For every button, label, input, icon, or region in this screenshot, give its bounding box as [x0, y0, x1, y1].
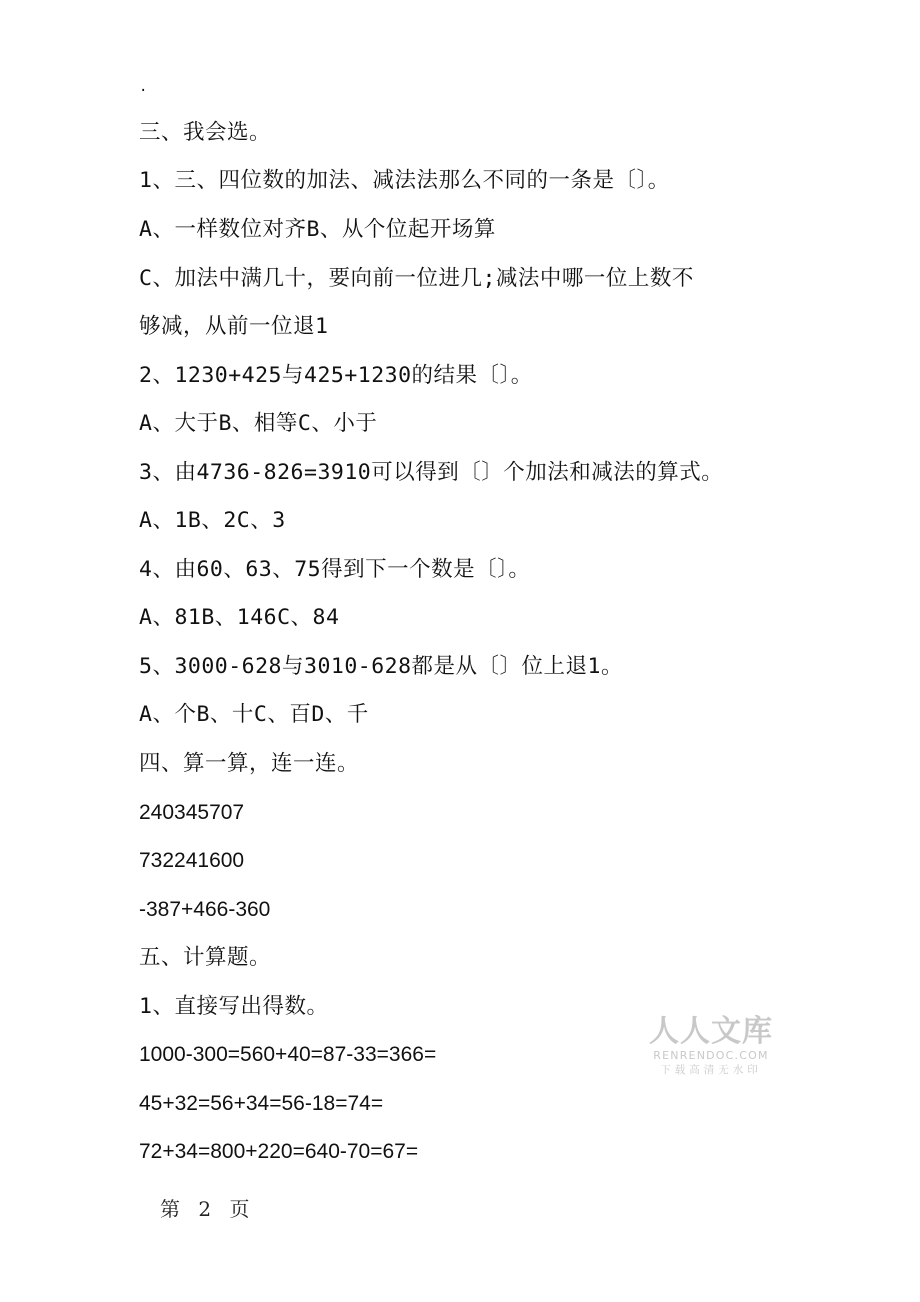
calc-instruction: 1、直接写出得数。 — [139, 994, 329, 1019]
connect-row-3: -387+466-360 — [139, 898, 271, 921]
connect-row-2: 732241600 — [139, 849, 245, 872]
question-4-options: A、81B、146C、84 — [139, 605, 340, 630]
watermark-title: 人人文库 — [649, 1014, 773, 1049]
page-number: 第 2 页 — [160, 1197, 256, 1221]
page-dot: . — [139, 79, 148, 95]
watermark-subtitle: 下载高清无水印 — [660, 1064, 762, 1076]
question-4: 4、由60、63、75得到下一个数是〔〕。 — [139, 557, 531, 582]
calc-row-3: 72+34=800+220=640-70=67= — [139, 1140, 419, 1163]
question-1-option-c-cont: 够减，从前一位退1 — [139, 314, 329, 339]
question-1-option-c: C、加法中满几十，要向前一位进几;减法中哪一位上数不 — [139, 266, 694, 291]
watermark-logo — [646, 1015, 776, 1077]
section-title-calc-connect: 四、算一算，连一连。 — [139, 751, 360, 776]
question-1: 1、三、四位数的加法、减法法那么不同的一条是〔〕。 — [139, 168, 670, 193]
question-5-options: A、个B、十C、百D、千 — [139, 702, 369, 727]
question-2: 2、1230+425与425+1230的结果〔〕。 — [139, 363, 533, 388]
question-3-options: A、1B、2C、3 — [139, 508, 286, 533]
watermark-url: RENRENDOC.COM — [653, 1049, 769, 1062]
section-title-choose: 三、我会选。 — [139, 120, 272, 145]
question-3: 3、由4736-826=3910可以得到〔〕个加法和减法的算式。 — [139, 460, 724, 485]
section-title-calculation: 五、计算题。 — [139, 945, 272, 970]
question-2-options: A、大于B、相等C、小于 — [139, 411, 378, 436]
calc-row-1: 1000-300=560+40=87-33=366= — [139, 1043, 437, 1066]
calc-row-2: 45+32=56+34=56-18=74= — [139, 1092, 384, 1115]
connect-row-1: 240345707 — [139, 801, 245, 824]
question-1-options-ab: A、一样数位对齐B、从个位起开场算 — [139, 217, 496, 242]
question-5: 5、3000-628与3010-628都是从〔〕位上退1。 — [139, 654, 623, 679]
